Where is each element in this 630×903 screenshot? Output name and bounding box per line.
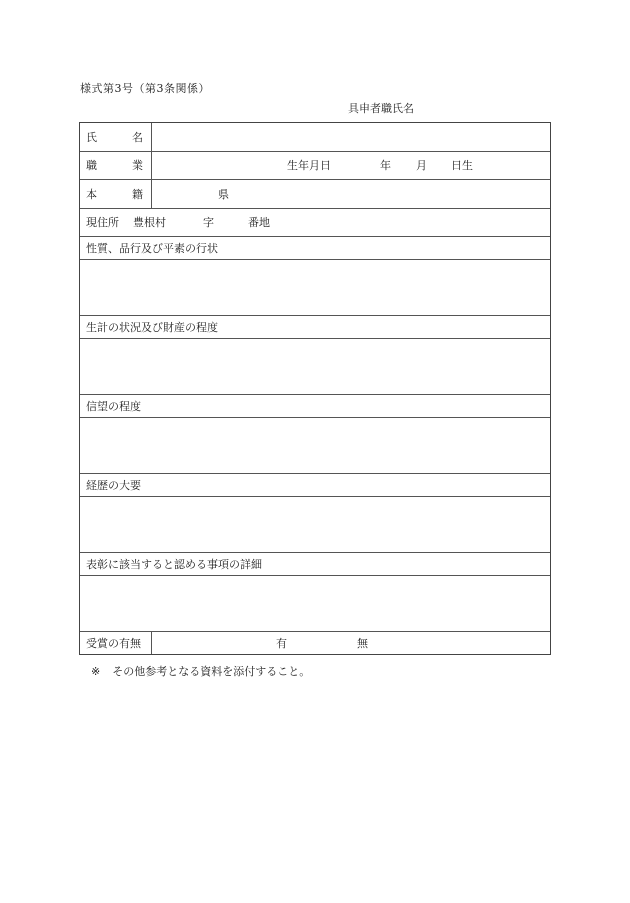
award-row — [80, 632, 550, 654]
footnote-text: その他参考となる資料を添付すること。 — [112, 665, 311, 678]
character-heading-row — [80, 237, 550, 260]
career-heading-row — [80, 474, 550, 497]
award-no-option: 無 — [357, 637, 368, 650]
applicant-title-label: 具申者職氏名 — [348, 102, 414, 115]
commendation-heading: 表彰に該当すると認める事項の詳細 — [86, 558, 262, 571]
name-label-char-2: 名 — [132, 130, 143, 144]
character-heading: 性質、品行及び平素の行状 — [86, 242, 218, 255]
footnote — [91, 663, 310, 679]
name-label-char-1: 氏 — [86, 130, 97, 144]
award-label: 受賞の有無 — [86, 637, 141, 650]
career-entry-area — [80, 497, 550, 553]
name-label-cell — [80, 123, 152, 151]
occupation-label-char-2: 業 — [132, 159, 143, 173]
domicile-label-char-1: 本 — [86, 187, 97, 201]
reputation-heading-row — [80, 395, 550, 418]
commendation-heading-row — [80, 553, 550, 576]
reference-mark-icon: ※ — [91, 665, 101, 678]
reputation-entry-area — [80, 418, 550, 474]
year-label: 年 — [380, 159, 391, 173]
prefecture-label: 県 — [218, 187, 229, 201]
character-entry-area — [80, 260, 550, 316]
domicile-label-char-2: 籍 — [132, 187, 143, 201]
birthdate-label: 生年月日 — [287, 159, 331, 173]
aza-label: 字 — [203, 216, 214, 230]
domicile-label-cell — [80, 180, 152, 208]
day-born-label: 日生 — [451, 159, 473, 173]
career-heading: 経歴の大要 — [86, 479, 141, 492]
village-name: 豊根村 — [133, 216, 166, 230]
reputation-heading: 信望の程度 — [86, 400, 141, 413]
month-label: 月 — [416, 159, 427, 173]
name-row — [80, 123, 550, 152]
commendation-form-table — [79, 122, 551, 655]
address-row — [80, 209, 550, 238]
livelihood-heading-row — [80, 316, 550, 339]
award-yes-option: 有 — [276, 637, 287, 650]
livelihood-entry-area — [80, 339, 550, 395]
occupation-label-cell — [80, 152, 152, 180]
award-label-cell — [80, 632, 152, 654]
livelihood-heading: 生計の状況及び財産の程度 — [86, 321, 218, 334]
occupation-row — [80, 152, 550, 181]
form-number: 様式第3号（第3条関係） — [80, 82, 210, 95]
address-label: 現住所 — [86, 216, 119, 230]
commendation-entry-area — [80, 576, 550, 632]
banchi-label: 番地 — [248, 216, 270, 230]
domicile-row — [80, 180, 550, 209]
occupation-label-char-1: 職 — [86, 159, 97, 173]
